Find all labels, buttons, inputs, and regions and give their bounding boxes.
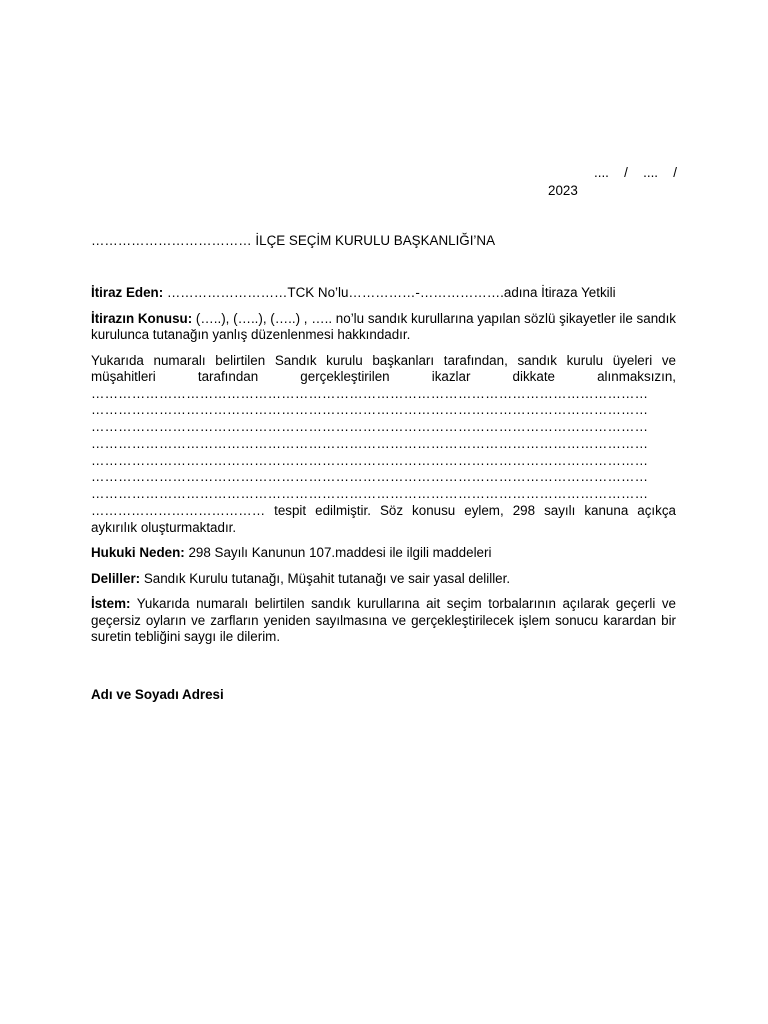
paragraph-intro: Yukarıda numaralı belirtilen Sandık kurulu başkanları tarafından, sandık kurulu üyeleri ve müşahitleri tarafından gerçekleştirilen ikazlar dikkate alınmaksızın, <box>91 352 676 384</box>
request-section <box>91 596 676 646</box>
addressee-header: ……………………………… İLÇE SEÇİM KURULU BAŞKANLIĞI’NA <box>91 233 496 248</box>
legal-reason-text: 298 Sayılı Kanunun 107.maddesi ile ilgili maddeleri <box>184 545 492 561</box>
evidence-text: Sandık Kurulu tutanağı, Müşahit tutanağı ve sair yasal deliller. <box>140 570 511 586</box>
objection-subject-text: (…..), (…..), (…..) , ….. no’lu sandık kurullarına yapılan sözlü şikayetler ile sandık kurulunca tutanağın yanlış düzenlenmesi hakkındadır. <box>91 310 677 342</box>
request-label: İstem: <box>91 596 131 612</box>
dot-line: …………………………………………………………………………………………………………… <box>91 435 649 451</box>
objector-section <box>91 285 676 302</box>
date-line <box>540 164 677 182</box>
signature-block: Adı ve Soyadı Adresi <box>91 687 224 702</box>
date-block <box>540 164 677 200</box>
dot-line: …………………………………………………………………………………………………………… <box>91 385 649 401</box>
paragraph-ending: ………………………………… tespit edilmiştir. Söz konusu eylem, 298 sayılı kanuna açıkça aykırılık oluşturmaktadır. <box>91 503 676 535</box>
dot-line: …………………………………………………………………………………………………………… <box>91 402 649 418</box>
date-month: .... <box>643 165 659 180</box>
evidence-section <box>91 571 676 588</box>
dot-line: …………………………………………………………………………………………………………… <box>91 419 649 435</box>
objection-subject-section <box>91 311 676 344</box>
dot-line: …………………………………………………………………………………………………………… <box>91 452 649 468</box>
dot-line: …………………………………………………………………………………………………………… <box>91 469 649 485</box>
objector-text: ………………………TCK No’lu……………-……………….adına İtiraza Yetkili <box>163 285 616 300</box>
legal-reason-section <box>91 545 676 562</box>
legal-reason-label: Hukuki Neden: <box>91 545 185 561</box>
request-text: Yukarıda numaralı belirtilen sandık kurullarına ait seçim torbalarının açılarak geçerli ve geçersiz oyların ve zarfların yeniden sayılmasına ve gerçekleştirilecek işlem sonucu karardan bir suretin tebliğini saygı ile dilerim. <box>91 596 676 645</box>
dot-line: …………………………………………………………………………………………………………… <box>91 486 649 502</box>
date-year: 2023 <box>548 183 578 198</box>
evidence-label: Deliller: <box>91 570 141 586</box>
objector-label: İtiraz Eden: <box>91 285 164 300</box>
date-separator-2: / <box>673 165 677 180</box>
date-separator-1: / <box>624 165 628 180</box>
objection-subject-label: İtirazın Konusu: <box>91 310 193 326</box>
main-paragraph <box>91 353 676 537</box>
date-day: .... <box>594 165 609 180</box>
petition-body <box>91 285 676 655</box>
